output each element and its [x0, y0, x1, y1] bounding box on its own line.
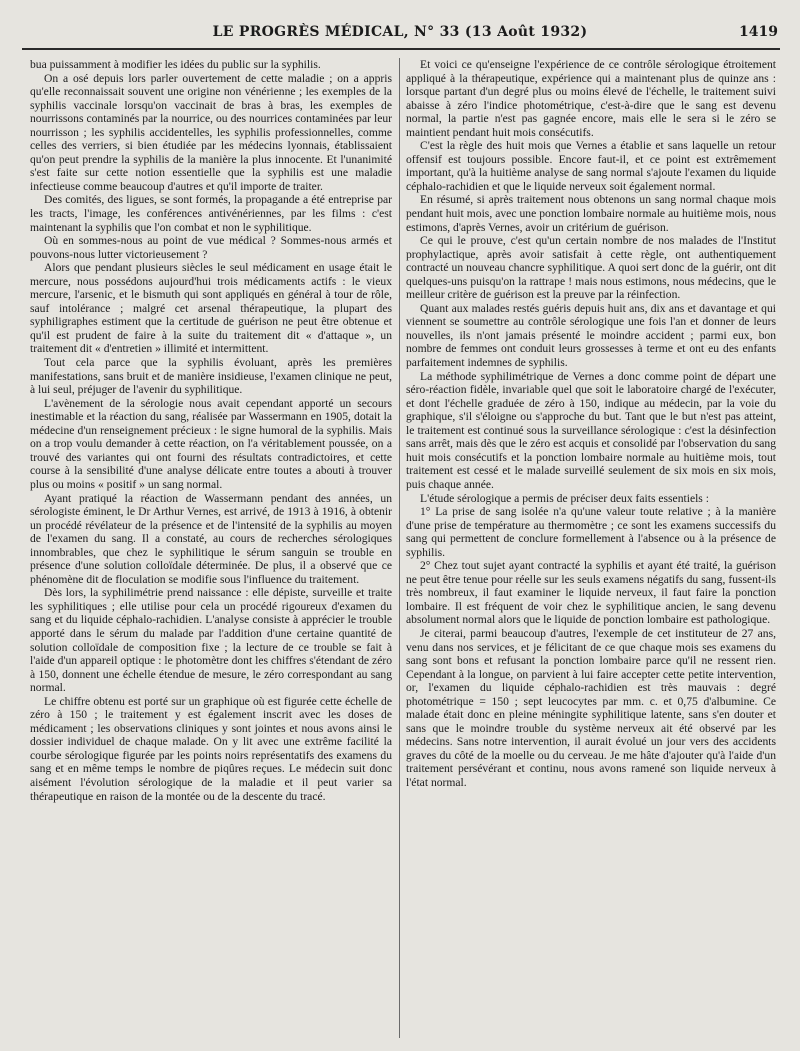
header-rule — [22, 48, 780, 50]
paragraph: Ce qui le prouve, c'est qu'un certain nombre de nos malades de l'Institut prophylactique, après avoir satisfait à cette règle, ont authentiquement contracté un nouveau chancre syphilitique. A quoi sert donc de la guérir, ont dit quelques-uns puisqu'on la rattrape ! mais nous estimons, nous médecins, que le meilleur critère de guérison est la preuve par la réinfection. — [406, 234, 776, 302]
paragraph: C'est la règle des huit mois que Vernes a établie et sans laquelle un retour offensif est toujours possible. Encore faut-il, et ce point est extrêmement important, qu'à la huitième analyse de sang normal s'ajoute l'examen du liquide céphalo-rachidien et que le liquide nerveux soit également normal. — [406, 139, 776, 193]
paragraph: On a osé depuis lors parler ouvertement de cette maladie ; on a appris qu'elle reconnaissait souvent une origine non vénérienne ; les exemples de la syphilis vaccinale lorsqu'on vaccinait de bras à bras, les exemples de nourrissons contaminés par la nourrice, ou des nourrices contaminées par leur nourrisson ; les syphilis accidentelles, les syphilis professionnelles, comme celles des verriers, si bien étudiée par les médecins lyonnais, établissaient qu'on peut prendre la syphilis de la manière la plus innocente. Et l'unanimité s'est faite sur cette notion essentielle que la syphilis est une maladie infectieuse comme beaucoup d'autres et qu'il importe de traiter. — [30, 71, 392, 193]
right-column — [406, 58, 776, 1044]
paragraph: La méthode syphilimétrique de Vernes a donc comme point de départ une séro-réaction fidèle, invariable quel que soit le laboratoire chargé de l'exécuter, et dont l'échelle graduée de zéro à 150, indique au médecin, par la voie du graphique, s'il s'éloigne ou s'approche du but. Tant que le but n'est pas atteint, le traitement est continué sous la surveillance sérologique : c'est la désinfection sans arrêt, mais dès que le zéro est acquis et consolidé par l'observation du sang huit mois consécutifs et la ponction lombaire normale au huitième mois, tout traitement est cessé et le malade surveillé seulement de six mois en six mois, puis chaque année. — [406, 369, 776, 491]
paragraph: Le chiffre obtenu est porté sur un graphique où est figurée cette échelle de zéro à 150 ; le traitement y est également inscrit avec les doses de médicament ; les observations cliniques y sont jointes et nous avons ainsi le dossier individuel de chaque malade. On y lit avec une extrême facilité la courbe sérologique figurée par les points noirs représentatifs des examens du sang et en même temps le nombre de piqûres reçues. Le médecin suit donc aisément l'évolution sérologique de la maladie et il peut varier sa thérapeutique en raison de la montée ou de la descente du tracé. — [30, 694, 392, 803]
paragraph: Tout cela parce que la syphilis évoluant, après les premières manifestations, sans bruit et de manière insidieuse, l'examen clinique ne peut, à lui seul, préjuger de l'avenir du syphilitique. — [30, 356, 392, 397]
paragraph: 2° Chez tout sujet ayant contracté la syphilis et ayant été traité, la guérison ne peut être tenue pour réelle sur les seuls examens négatifs du sang, fussent-ils très nombreux, il faut examiner le liquide nerveux, il faut faire la ponction lombaire. Il est fréquent de voir chez le syphilitique ancien, le sang devenu absolument normal alors que le liquide de ponction lombaire est pathologique. — [406, 559, 776, 627]
running-title: LE PROGRÈS MÉDICAL, N° 33 (13 Août 1932) — [212, 24, 588, 40]
paragraph: Quant aux malades restés guéris depuis huit ans, dix ans et davantage et qui viennent se soumettre au contrôle sérologique une fois l'an et donner de leurs nouvelles, ils n'ont jamais présenté le moindre accident ; parmi eux, bon nombre de femmes ont conduit leurs grossesses à terme et ont eu des enfants parfaitement indemnes de syphilis. — [406, 301, 776, 370]
paragraph: 1° La prise de sang isolée n'a qu'une valeur toute relative ; à la manière d'une prise de température au thermomètre ; ce sont les examens successifs du sang qui permettent de conclure formellement à l'absence ou à la présence de syphilis. — [406, 505, 776, 559]
left-column — [30, 58, 392, 1044]
paragraph: L'avènement de la sérologie nous avait cependant apporté un secours inestimable et la réaction du sang, réalisée par Wassermann en 1905, dotait la médecine d'un renseignement précieux : le signe humoral de la syphilis. Mais on a trop voulu demander à cette réaction, on l'a véritablement poussée, on a trouvé des variantes qui ont fourni des résultats contradictoires, et cette course à la sensibilité d'une analyse délicate entre toutes a abouti à trouver plus ou moins « positif » un sang normal. — [30, 396, 392, 491]
paragraph: En résumé, si après traitement nous obtenons un sang normal chaque mois pendant huit mois, avec une ponction lombaire normale au huitième mois, nous estimons, d'après Vernes, avoir un critérium de guérison. — [406, 193, 776, 234]
paragraph: Ayant pratiqué la réaction de Wassermann pendant des années, un sérologiste éminent, le Dr Arthur Vernes, est arrivé, de 1913 à 1916, à obtenir un procédé révélateur de la présence et de l'intensité de la syphilis au moyen de l'examen du sang. Il a constaté, au cours de recherches sérologiques innombrables, que chez le syphilitique le sérum sanguin se trouble en présence d'une solution colloïdale déterminée. De plus, il a observé que ce phénomène dit de floculation se modifie sous l'influence du traitement. — [30, 491, 392, 586]
page-number: 1419 — [739, 24, 778, 40]
paragraph: Des comités, des ligues, se sont formés, la propagande a été entreprise par les tracts, l'image, les conférences antivénériennes, par les films : c'est maintenant la syphilis que l'on combat et non le syphilitique. — [30, 193, 392, 234]
paragraph: Dès lors, la syphilimétrie prend naissance : elle dépiste, surveille et traite les syphilitiques ; elle utilise pour cela un procédé rigoureux d'examen du sang et du liquide céphalo-rachidien. L'analyse consiste à apprécier le trouble apporté dans le sérum du malade par l'addition d'une certaine quantité de solution colloïdale de composition fixe ; la lecture de ce trouble se fait à l'aide d'un appareil optique : le photomètre dont les chiffres s'étendant de zéro à 150, donnent une échelle étendue de mesure, le zéro correspondant au sang normal. — [30, 586, 392, 695]
paragraph: Où en sommes-nous au point de vue médical ? Sommes-nous armés et pouvons-nous lutter victorieusement ? — [30, 234, 392, 261]
paragraph: Et voici ce qu'enseigne l'expérience de ce contrôle sérologique étroitement appliqué à la thérapeutique, expérience qui a maintenant plus de quinze ans : lorsque partant d'un degré plus ou moins élevé de l'échelle, le traitement suivi abaisse à zéro l'indice photométrique, c'est-à-dire que le sang est devenu normal, la partie n'est pas gagnée encore, mais elle le sera si le zéro se maintient pendant huit mois consécutifs. — [406, 58, 776, 139]
paragraph: Alors que pendant plusieurs siècles le seul médicament en usage était le mercure, nous possédons aujourd'hui trois médicaments actifs : le vieux mercure, l'arsenic, et le bismuth qui sont appliqués en général à tour de rôle, sauf intolérance ; malgré cet arsenal thérapeutique, la plupart des syphiligraphes estiment que la certitude de guérison ne peut être obtenue et qu'il est prudent de faire à la suite du traitement dit « d'attaque », un traitement dit « d'entretien » illimité et intermittent. — [30, 261, 392, 356]
column-divider — [399, 58, 400, 1038]
paragraph: buа puissamment à modifier les idées du public sur la syphilis. — [30, 58, 321, 71]
page-header — [22, 22, 778, 44]
paragraph: L'étude sérologique a permis de préciser deux faits essentiels : — [420, 491, 709, 505]
paragraph: Je citerai, parmi beaucoup d'autres, l'exemple de cet instituteur de 27 ans, venu dans nos services, et je félicitant de ce que chaque mois ses examens du sang sont bons et refusant la ponction lombaire parce qu'il ne ressent rien. Cependant à la longue, on parvient à lui faire accepter cette petite intervention, or, l'examen du liquide céphalo-rachidien est très mauvais : degré photométrique = 150 ; sept leucocytes par mm. c. et 0,75 d'albumine. Ce malade était donc en pleine méningite syphilitique latente, sans s'en douter et sans que le moindre trouble du système nerveux ait été observé par les médecins. Sans notre intervention, il aurait évolué un jour vers des accidents graves du côté de la moelle ou du cerveau. Je me hâte d'ajouter qu'à l'aide d'un traitement persévérant et continu, nous avons ramené son liquide nerveux à l'état normal. — [406, 626, 776, 789]
